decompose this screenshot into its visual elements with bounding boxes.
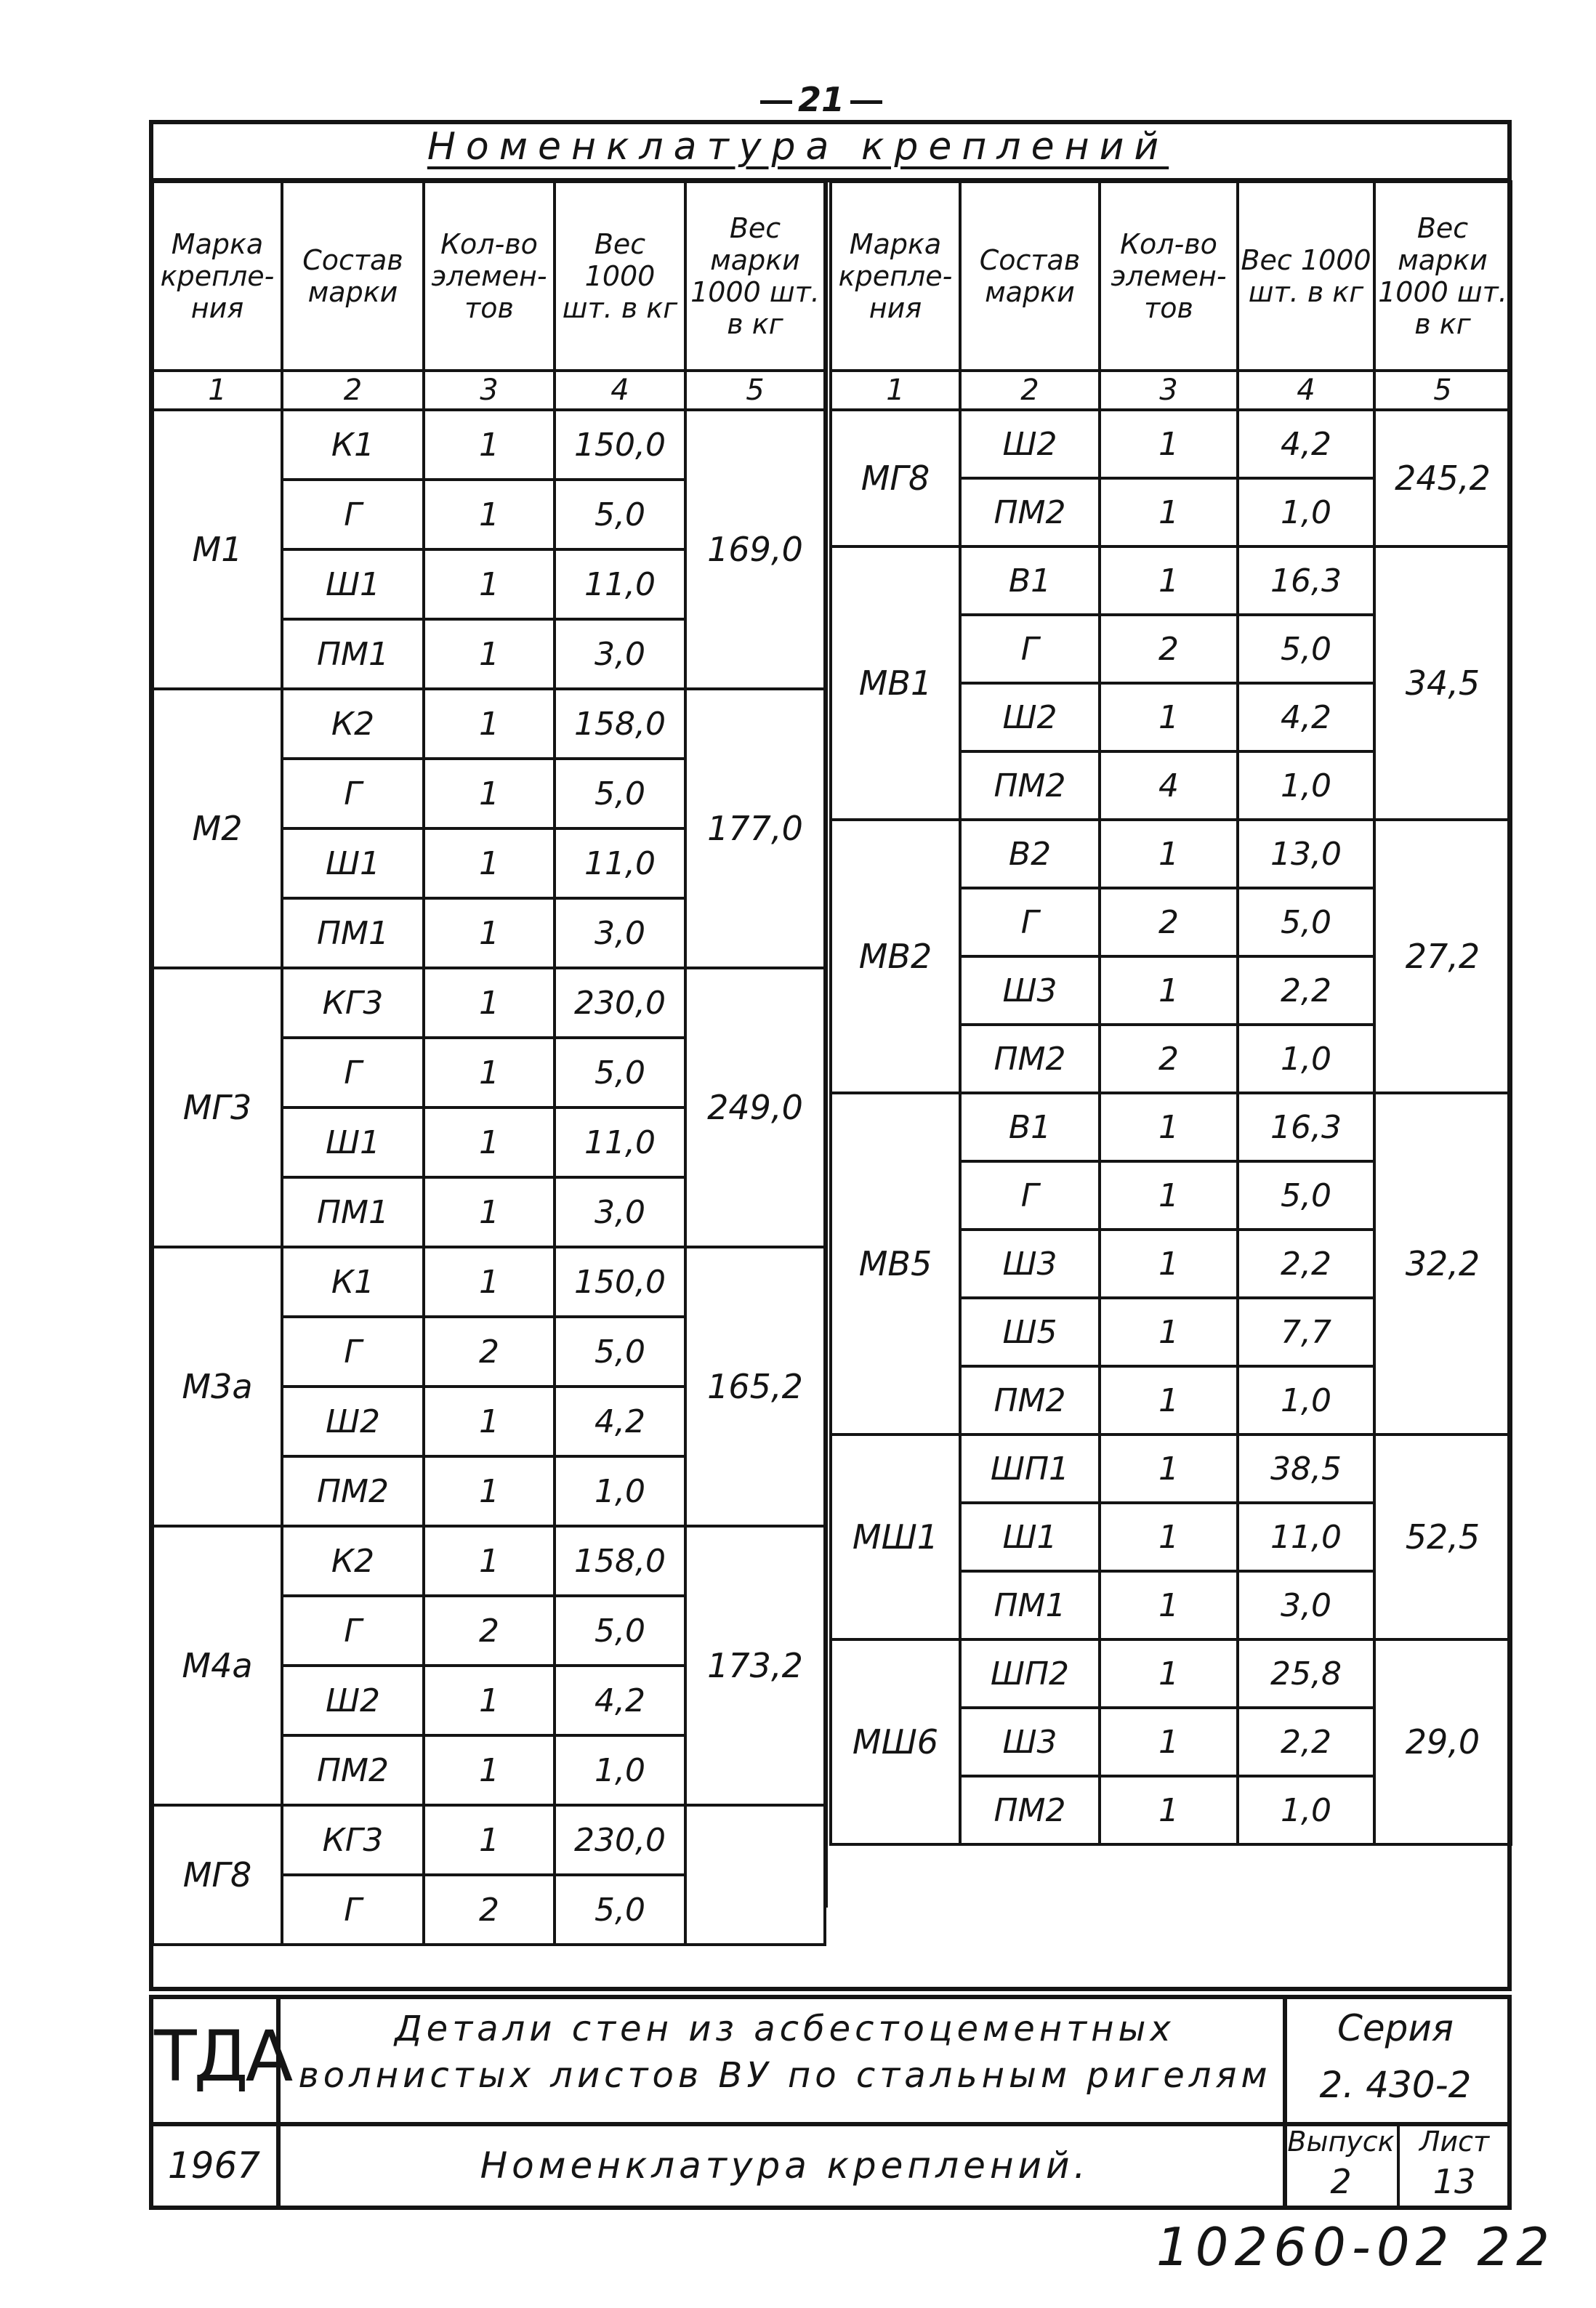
component-cell: Ш1	[282, 1107, 424, 1177]
weight-cell: 150,0	[555, 1247, 685, 1317]
count-cell: 1	[424, 410, 555, 480]
weight-cell: 38,5	[1238, 1435, 1374, 1503]
right-header-col-5: Вес марки 1000 шт. в кг	[1374, 182, 1511, 371]
mark-weight-cell: 165,2	[685, 1247, 825, 1526]
page-number: 21	[749, 80, 894, 119]
right-header-row	[831, 182, 1511, 371]
title-block-divider-3	[1397, 2122, 1400, 2208]
count-cell: 1	[1100, 546, 1238, 615]
left-header-col-1: Марка крепле- ния	[153, 182, 282, 371]
title-block-top	[149, 1995, 1512, 1999]
component-cell: ПМ2	[960, 1025, 1100, 1093]
sheet-title: Номенклатура креплений.	[480, 2144, 1090, 2187]
weight-cell: 2,2	[1238, 1230, 1374, 1298]
weight-cell: 158,0	[555, 1526, 685, 1596]
count-cell: 1	[1100, 1503, 1238, 1571]
document-description	[291, 2006, 1279, 2115]
count-cell: 1	[1100, 1571, 1238, 1639]
weight-cell: 16,3	[1238, 546, 1374, 615]
left-column-number: 3	[424, 371, 555, 410]
component-cell: Ш1	[960, 1503, 1100, 1571]
right-number-row	[831, 371, 1511, 410]
mark-cell: М4а	[153, 1526, 282, 1805]
count-cell: 1	[424, 1666, 555, 1735]
sheet-value: 13	[1432, 2162, 1476, 2201]
component-cell: ПМ1	[282, 1177, 424, 1247]
table-row	[153, 1805, 825, 1875]
right-column-number: 4	[1238, 371, 1374, 410]
weight-cell: 1,0	[1238, 478, 1374, 546]
weight-cell: 5,0	[555, 1875, 685, 1945]
mark-cell: МВ1	[831, 546, 960, 820]
count-cell: 1	[424, 689, 555, 759]
count-cell: 1	[424, 828, 555, 898]
mark-cell: МШ1	[831, 1435, 960, 1639]
count-cell: 1	[1100, 1298, 1238, 1366]
component-cell: Ш2	[960, 410, 1100, 478]
sheet-label: Лист	[1419, 2126, 1490, 2158]
component-cell: ПМ2	[960, 1366, 1100, 1435]
weight-cell: 5,0	[555, 1596, 685, 1666]
mark-weight-cell: 34,5	[1374, 546, 1511, 820]
left-header-col-4: Вес 1000 шт. в кг	[555, 182, 685, 371]
right-column-number: 1	[831, 371, 960, 410]
weight-cell: 3,0	[555, 898, 685, 968]
page-title: Номенклатура креплений	[427, 125, 1169, 169]
component-cell: К1	[282, 410, 424, 480]
weight-cell: 5,0	[1238, 615, 1374, 683]
weight-cell: 1,0	[1238, 751, 1374, 820]
weight-cell: 1,0	[555, 1456, 685, 1526]
count-cell: 1	[424, 1805, 555, 1875]
right-column-number: 5	[1374, 371, 1511, 410]
count-cell: 1	[1100, 956, 1238, 1025]
component-cell: Г	[282, 480, 424, 549]
component-cell: Г	[960, 1161, 1100, 1230]
count-cell: 1	[424, 1526, 555, 1596]
weight-cell: 5,0	[555, 1038, 685, 1107]
table-row	[153, 1247, 825, 1317]
table-row	[153, 410, 825, 480]
weight-cell: 4,2	[555, 1387, 685, 1456]
count-cell: 1	[1100, 1639, 1238, 1708]
left-column-number: 2	[282, 371, 424, 410]
count-cell: 1	[424, 1456, 555, 1526]
count-cell: 1	[424, 480, 555, 549]
description-line-2: волнистых листов ВУ по стальным ригелям	[298, 2055, 1272, 2096]
mark-weight-cell: 27,2	[1374, 820, 1511, 1093]
mark-weight-cell: 32,2	[1374, 1093, 1511, 1435]
count-cell: 1	[1100, 478, 1238, 546]
component-cell: ПМ2	[960, 1776, 1100, 1844]
left-header-col-3: Кол-во элемен- тов	[424, 182, 555, 371]
left-table-body	[153, 410, 825, 1945]
component-cell: Ш2	[960, 683, 1100, 751]
component-cell: Ш3	[960, 956, 1100, 1025]
count-cell: 1	[1100, 1161, 1238, 1230]
weight-cell: 150,0	[555, 410, 685, 480]
weight-cell: 2,2	[1238, 1708, 1374, 1776]
component-cell: Ш3	[960, 1230, 1100, 1298]
component-cell: Ш2	[282, 1387, 424, 1456]
component-cell: К1	[282, 1247, 424, 1317]
mark-weight-cell: 169,0	[685, 410, 825, 689]
component-cell: ШП1	[960, 1435, 1100, 1503]
issue-value: 2	[1330, 2162, 1352, 2201]
weight-cell: 230,0	[555, 1805, 685, 1875]
count-cell: 1	[424, 898, 555, 968]
mark-weight-cell: 52,5	[1374, 1435, 1511, 1639]
component-cell: ПМ1	[282, 898, 424, 968]
component-cell: Г	[960, 615, 1100, 683]
left-header-col-2: Состав марки	[282, 182, 424, 371]
component-cell: ПМ1	[282, 619, 424, 689]
table-row	[831, 546, 1511, 615]
count-cell: 1	[424, 1177, 555, 1247]
component-cell: Г	[282, 1317, 424, 1387]
left-column-number: 1	[153, 371, 282, 410]
count-cell: 2	[424, 1317, 555, 1387]
left-column-number: 4	[555, 371, 685, 410]
year: 1967	[167, 2144, 261, 2187]
weight-cell: 4,2	[1238, 410, 1374, 478]
mark-weight-cell: 29,0	[1374, 1639, 1511, 1844]
table-row	[831, 410, 1511, 478]
series-label: Серия	[1337, 2007, 1454, 2049]
mark-weight-cell	[685, 1805, 825, 1945]
count-cell: 1	[424, 1387, 555, 1456]
right-header-col-4: Вес 1000 шт. в кг	[1238, 182, 1374, 371]
count-cell: 2	[1100, 888, 1238, 956]
weight-cell: 1,0	[1238, 1776, 1374, 1844]
mark-cell: МГ8	[831, 410, 960, 546]
mark-cell: М1	[153, 410, 282, 689]
table-row	[831, 1639, 1511, 1708]
weight-cell: 13,0	[1238, 820, 1374, 888]
weight-cell: 11,0	[555, 1107, 685, 1177]
organization-logo: ТДА	[154, 2016, 291, 2097]
left-table	[151, 180, 826, 1946]
weight-cell: 3,0	[555, 1177, 685, 1247]
count-cell: 1	[424, 1735, 555, 1805]
count-cell: 1	[1100, 683, 1238, 751]
component-cell: Г	[960, 888, 1100, 956]
right-column-number: 3	[1100, 371, 1238, 410]
count-cell: 1	[424, 1247, 555, 1317]
count-cell: 1	[424, 759, 555, 828]
component-cell: Ш3	[960, 1708, 1100, 1776]
weight-cell: 5,0	[555, 480, 685, 549]
weight-cell: 25,8	[1238, 1639, 1374, 1708]
mark-cell: МГ8	[153, 1805, 282, 1945]
mark-cell: М3а	[153, 1247, 282, 1526]
component-cell: ПМ2	[282, 1735, 424, 1805]
title-block-left	[149, 1995, 153, 2210]
count-cell: 2	[424, 1596, 555, 1666]
component-cell: К2	[282, 689, 424, 759]
component-cell: КГ3	[282, 968, 424, 1038]
count-cell: 1	[424, 619, 555, 689]
left-header-row	[153, 182, 825, 371]
weight-cell: 1,0	[555, 1735, 685, 1805]
mark-weight-cell: 173,2	[685, 1526, 825, 1805]
mark-cell: МШ6	[831, 1639, 960, 1844]
component-cell: Ш2	[282, 1666, 424, 1735]
right-header-col-1: Марка крепле- ния	[831, 182, 960, 371]
right-column-number: 2	[960, 371, 1100, 410]
count-cell: 2	[1100, 615, 1238, 683]
count-cell: 1	[424, 1038, 555, 1107]
weight-cell: 5,0	[555, 1317, 685, 1387]
count-cell: 1	[1100, 1366, 1238, 1435]
mark-cell: МВ5	[831, 1093, 960, 1435]
component-cell: ПМ2	[960, 478, 1100, 546]
weight-cell: 5,0	[1238, 1161, 1374, 1230]
left-column-number: 5	[685, 371, 825, 410]
count-cell: 1	[1100, 1093, 1238, 1161]
mark-weight-cell: 245,2	[1374, 410, 1511, 546]
component-cell: Ш1	[282, 549, 424, 619]
count-cell: 2	[1100, 1025, 1238, 1093]
count-cell: 1	[1100, 1435, 1238, 1503]
component-cell: КГ3	[282, 1805, 424, 1875]
component-cell: Г	[282, 1875, 424, 1945]
count-cell: 1	[1100, 1708, 1238, 1776]
mark-cell: МГ3	[153, 968, 282, 1247]
count-cell: 1	[424, 549, 555, 619]
table-row	[153, 1526, 825, 1596]
component-cell: Ш1	[282, 828, 424, 898]
table-row	[153, 689, 825, 759]
component-cell: ШП2	[960, 1639, 1100, 1708]
weight-cell: 5,0	[555, 759, 685, 828]
title-block-right	[1507, 1995, 1512, 2210]
weight-cell: 3,0	[1238, 1571, 1374, 1639]
right-header-col-2: Состав марки	[960, 182, 1100, 371]
component-cell: К2	[282, 1526, 424, 1596]
component-cell: Г	[282, 1596, 424, 1666]
table-row	[831, 820, 1511, 888]
weight-cell: 158,0	[555, 689, 685, 759]
component-cell: Г	[282, 759, 424, 828]
component-cell: ПМ1	[960, 1571, 1100, 1639]
count-cell: 4	[1100, 751, 1238, 820]
table-row	[153, 968, 825, 1038]
issue-label: Выпуск	[1287, 2126, 1395, 2158]
component-cell: В2	[960, 820, 1100, 888]
right-table	[829, 180, 1512, 1846]
weight-cell: 7,7	[1238, 1298, 1374, 1366]
weight-cell: 2,2	[1238, 956, 1374, 1025]
weight-cell: 4,2	[555, 1666, 685, 1735]
count-cell: 2	[424, 1875, 555, 1945]
table-row	[831, 1093, 1511, 1161]
left-header-col-5: Вес марки 1000 шт. в кг	[685, 182, 825, 371]
weight-cell: 1,0	[1238, 1025, 1374, 1093]
count-cell: 1	[1100, 1776, 1238, 1844]
weight-cell: 1,0	[1238, 1366, 1374, 1435]
mark-weight-cell: 249,0	[685, 968, 825, 1247]
weight-cell: 11,0	[555, 549, 685, 619]
archive-stamp: 10260-02 22	[1156, 2216, 1555, 2277]
component-cell: Ш5	[960, 1298, 1100, 1366]
description-line-1: Детали стен из асбестоцементных	[395, 2009, 1175, 2049]
mark-cell: М2	[153, 689, 282, 968]
count-cell: 1	[424, 968, 555, 1038]
component-cell: В1	[960, 546, 1100, 615]
mark-weight-cell: 177,0	[685, 689, 825, 968]
component-cell: В1	[960, 1093, 1100, 1161]
component-cell: Г	[282, 1038, 424, 1107]
title-block-bottom	[149, 2206, 1512, 2210]
component-cell: ПМ2	[282, 1456, 424, 1526]
right-header-col-3: Кол-во элемен- тов	[1100, 182, 1238, 371]
left-number-row	[153, 371, 825, 410]
weight-cell: 3,0	[555, 619, 685, 689]
count-cell: 1	[1100, 410, 1238, 478]
component-cell: ПМ2	[960, 751, 1100, 820]
weight-cell: 16,3	[1238, 1093, 1374, 1161]
weight-cell: 11,0	[555, 828, 685, 898]
right-table-body	[831, 410, 1511, 1844]
weight-cell: 230,0	[555, 968, 685, 1038]
series-value: 2. 430-2	[1319, 2064, 1472, 2106]
mark-cell: МВ2	[831, 820, 960, 1093]
weight-cell: 4,2	[1238, 683, 1374, 751]
count-cell: 1	[1100, 1230, 1238, 1298]
weight-cell: 5,0	[1238, 888, 1374, 956]
weight-cell: 11,0	[1238, 1503, 1374, 1571]
count-cell: 1	[1100, 820, 1238, 888]
table-separator	[823, 178, 828, 1908]
count-cell: 1	[424, 1107, 555, 1177]
table-row	[831, 1435, 1511, 1503]
